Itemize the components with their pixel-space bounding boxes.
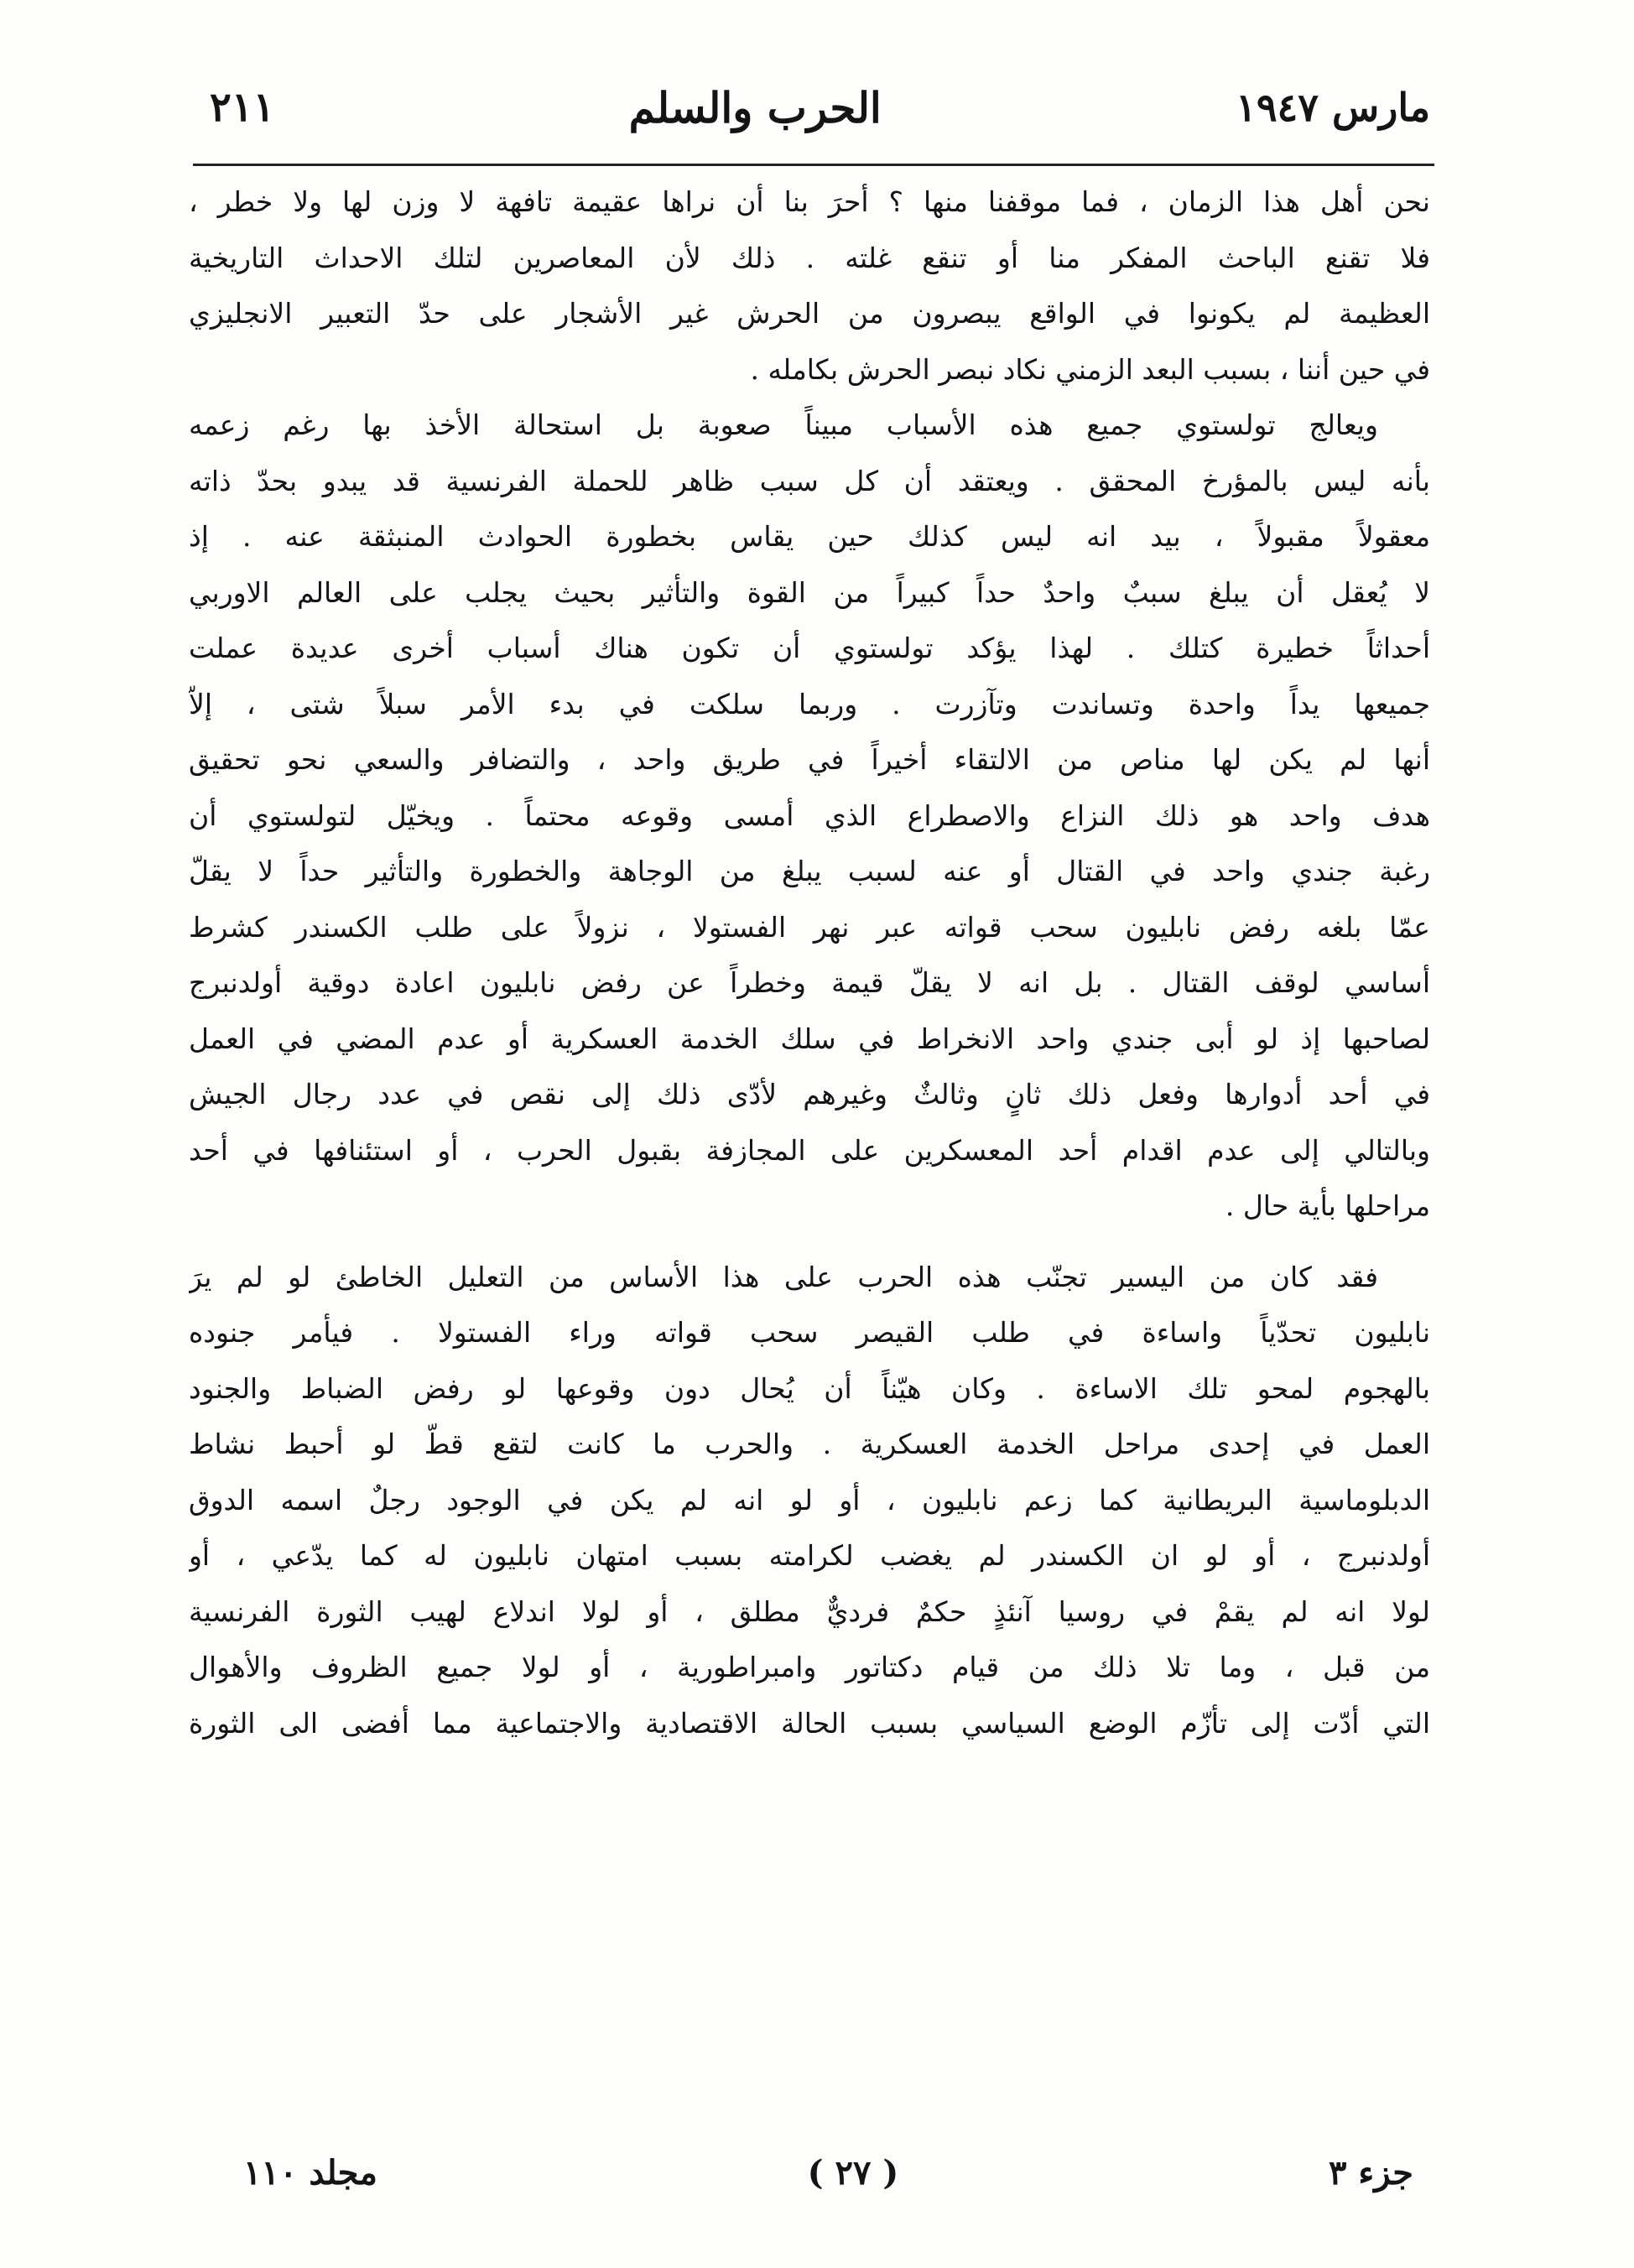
text-line: رغبة جندي واحد في القتال أو عنه لسبب يبلغ من الوجاهة والخطورة والتأثير حداً لا يقلّ xyxy=(189,855,1430,887)
text-line: بأنه ليس بالمؤرخ المحقق . ويعتقد أن كل سبب ظاهر للحملة الفرنسية قد يبدو بحدّ ذاته xyxy=(189,464,1430,497)
text-line: فقد كان من اليسير تجنّب هذه الحرب على هذا الأساس من التعليل الخاطئ لو لم يرَ xyxy=(189,1260,1378,1293)
header-page-number: ٢١١ xyxy=(210,84,275,131)
body-text xyxy=(189,174,1430,2141)
text-line: من قبل ، وما تلا ذلك من قيام دكتاتور وامبراطورية ، أو لولا جميع الظروف والأهوال xyxy=(189,1651,1430,1683)
text-line: في أحد أدوارها وفعل ذلك ثانٍ وثالثٌ وغيرهم لأدّى ذلك إلى نقص في عدد رجال الجيش xyxy=(189,1078,1430,1111)
text-line: نابليون تحدّياً واساءة في طلب القيصر سحب قواته وراء الفستولا . فيأمر جنوده xyxy=(189,1316,1430,1349)
text-line: نحن أهل هذا الزمان ، فما موقفنا منها ؟ أحرَ بنا أن نراها عقيمة تافهة لا وزن لها ولا خطر ، xyxy=(189,185,1430,218)
text-line: أساسي لوقف القتال . بل انه لا يقلّ قيمة وخطراً عن رفض نابليون اعادة دوقية أولدنبرج xyxy=(189,966,1430,999)
text-line: لصاحبها إذ لو أبى جندي واحد الانخراط في سلك الخدمة العسكرية أو عدم المضي في العمل xyxy=(189,1022,1430,1055)
text-line: وبالتالي إلى عدم اقدام أحد المعسكرين على المجازفة بقبول الحرب ، أو استئنافها في أحد xyxy=(189,1133,1430,1167)
text-line: العظيمة لم يكونوا في الواقع يبصرون من الحرش غير الأشجار على حدّ التعبير الانجليزي xyxy=(189,297,1430,330)
text-line: ويعالج تولستوي جميع هذه الأسباب مبيناً صعوبة بل استحالة الأخذ بها رغم زعمه xyxy=(189,408,1378,441)
text-line: أنها لم يكن لها مناص من الالتقاء أخيراً في طريق واحد ، والتضافر والسعي نحو تحقيق xyxy=(189,743,1430,776)
text-line: عمّا بلغه رفض نابليون سحب قواته عبر نهر الفستولا ، نزولاً على طلب الكسندر كشرط xyxy=(189,910,1430,944)
text-line: في حين أننا ، بسبب البعد الزمني نكاد نبصر الحرش بكامله . xyxy=(750,352,1430,386)
running-footer xyxy=(243,2147,1413,2198)
text-line: الدبلوماسية البريطانية كما زعم نابليون ، أو لو انه لم يكن في الوجود رجلٌ اسمه الدوق xyxy=(189,1483,1430,1516)
header-title: الحرب والسلم xyxy=(628,82,882,133)
text-line: أولدنبرج ، أو لو ان الكسندر لم يغضب لكرامته بسبب امتهان نابليون له كما يدّعي ، أو xyxy=(189,1539,1430,1572)
text-line: مراحلها بأية حال . xyxy=(1225,1189,1430,1222)
running-header xyxy=(210,77,1430,138)
text-line: معقولاً مقبولاً ، بيد انه ليس كذلك حين يقاس بخطورة الحوادث المنبثقة عنه . إذ xyxy=(189,520,1430,553)
text-line: لا يُعقل أن يبلغ سببٌ واحدٌ حداً كبيراً من القوة والتأثير بحيث يجلب على العالم الاوربي xyxy=(189,575,1430,609)
text-line: هدف واحد هو ذلك النزاع والاصطراع الذي أمسى وقوعه محتماً . ويخيّل لتولستوي أن xyxy=(189,798,1430,832)
header-rule xyxy=(193,164,1434,166)
header-date: مارس ١٩٤٧ xyxy=(1236,85,1430,130)
text-line: فلا تقنع الباحث المفكر منا أو تنقع غلته . ذلك لأن المعاصرين لتلك الاحداث التاريخية xyxy=(189,241,1430,274)
text-line: جميعها يداً واحدة وتساندت وتآزرت . وربما سلكت في بدء الأمر سبلاً شتى ، إلاّ xyxy=(189,687,1430,720)
footer-volume: مجلد ١١٠ xyxy=(243,2152,377,2193)
footer-part: جزء ٣ xyxy=(1328,2152,1413,2193)
text-line: لولا انه لم يقمْ في روسيا آنئذٍ حكمٌ فرديٌّ مطلق ، أو لولا اندلاع لهيب الثورة الفرنسية xyxy=(189,1594,1430,1628)
text-line: التي أدّت إلى تأزّم الوضع السياسي بسبب الحالة الاقتصادية والاجتماعية مما أفضى الى الثورة xyxy=(189,1706,1430,1740)
text-line: بالهجوم لمحو تلك الاساءة . وكان هيّناً أن يُحال دون وقوعها لو رفض الضباط والجنود xyxy=(189,1371,1430,1405)
text-line: أحداثاً خطيرة كتلك . لهذا يؤكد تولستوي أن تكون هناك أسباب أخرى عديدة عملت xyxy=(189,632,1430,664)
footer-sequence: ( ٢٧ ) xyxy=(807,2152,899,2193)
text-line: العمل في إحدى مراحل الخدمة العسكرية . والحرب ما كانت لتقع قطّ لو أحبط نشاط xyxy=(189,1428,1430,1460)
